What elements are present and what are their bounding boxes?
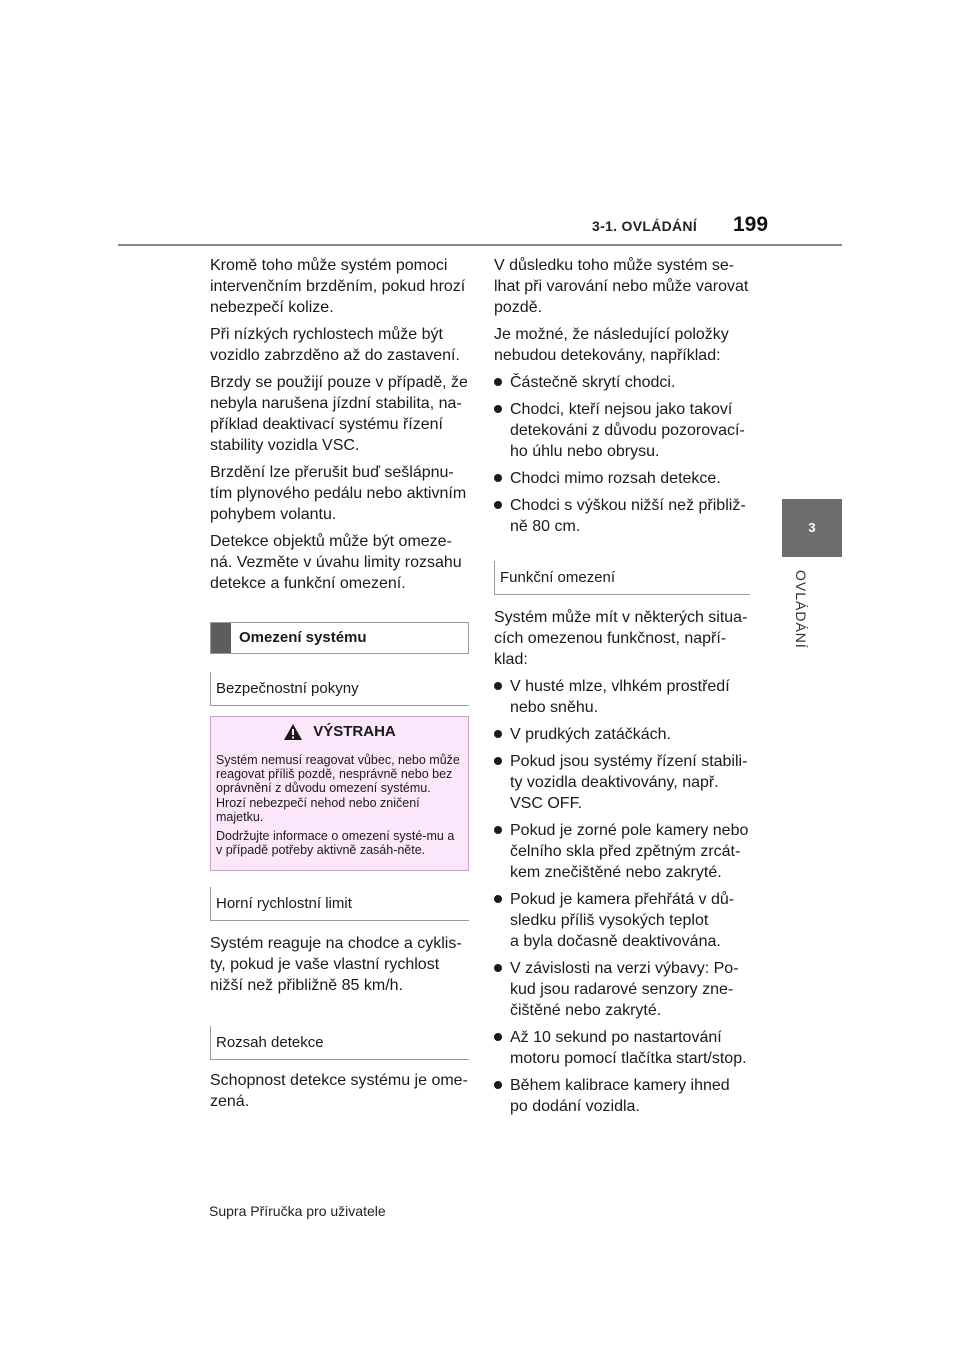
bullet-icon	[494, 405, 502, 413]
subheading-text: Bezpečnostní pokyny	[216, 680, 359, 697]
subheading-function	[494, 561, 750, 595]
bullet-icon	[494, 895, 502, 903]
section-heading-marker	[211, 623, 231, 653]
subheading-text: Rozsah detekce	[216, 1034, 324, 1052]
right-column	[494, 255, 754, 1123]
bullet-icon	[494, 1033, 502, 1041]
subheading-range	[210, 1026, 469, 1060]
bullet-icon	[494, 378, 502, 386]
list-item: Až 10 sekund po nastartování motoru pomocí tlačítka start/stop.	[494, 1027, 754, 1069]
paragraph: Schopnost detekce systému je ome- zená.	[210, 1072, 468, 1111]
subheading-text: Funkční omezení	[500, 569, 616, 586]
list-item: Pokud je zorné pole kamery nebo čelního skla před zpětným zrcát- kem znečištěné nebo zakryté.	[494, 820, 754, 883]
bullet-icon	[494, 964, 502, 972]
bullet-icon	[494, 730, 502, 738]
bullet-icon	[494, 826, 502, 834]
subheading-speed	[210, 887, 469, 921]
section-heading: Omezení systému	[239, 629, 367, 646]
warning-title-row	[216, 723, 463, 741]
list-item: Chodci, kteří nejsou jako takoví detekováni z důvodu pozorovací- ho úhlu nebo obrysu.	[494, 399, 754, 462]
left-column	[210, 255, 470, 1118]
list-item: Pokud je kamera přehřátá v dů- sledku příliš vysokých teplot a byla dočasně deaktivována.	[494, 889, 754, 952]
subheading-text: Horní rychlostní limit	[216, 895, 352, 913]
bullet-icon	[494, 757, 502, 765]
chapter-tab-label	[779, 570, 839, 680]
paragraph: Brzdy se použijí pouze v případě, že nebyla narušena jízdní stabilita, na- příklad deaktivací systému řízení stability vozidla VSC.	[210, 374, 468, 454]
warning-text: Dodržujte informace o omezení systé-mu a v případě potřeby aktivně zasáh-něte.	[216, 829, 455, 858]
footer-text: Supra Příručka pro uživatele	[209, 1203, 386, 1219]
list-item: V husté mlze, vlhkém prostředí nebo sněhu.	[494, 676, 754, 718]
bullet-icon	[494, 474, 502, 482]
header-rule	[118, 244, 842, 246]
list-item: V prudkých zatáčkách.	[494, 724, 754, 745]
list-item: Chodci s výškou nižší než přibliž- ně 80 cm.	[494, 495, 754, 537]
section-heading-box	[210, 622, 469, 654]
paragraph: Při nízkých rychlostech může být vozidlo zabrzděno až do zastavení.	[210, 326, 460, 364]
paragraph: Kromě toho může systém pomoci intervenčním brzděním, pokud hrozí nebezpečí kolize.	[210, 257, 466, 316]
paragraph: Brzdění lze přerušit buď sešlápnu- tím plynového pedálu nebo aktivním pohybem volantu.	[210, 464, 467, 523]
list-item: Pokud jsou systémy řízení stabili- ty vozidla deaktivovány, např. VSC OFF.	[494, 751, 754, 814]
bullet-icon	[494, 501, 502, 509]
bullet-icon	[494, 682, 502, 690]
chapter-tab-label-text: OVLÁDÁNÍ	[793, 570, 809, 649]
list-item: Chodci mimo rozsah detekce.	[494, 468, 754, 489]
subheading-safety	[210, 672, 469, 706]
warning-triangle-icon	[283, 723, 303, 741]
warning-text: Systém nemusí reagovat vůbec, nebo může reagovat příliš pozdě, nesprávně nebo bez oprávnění z důvodu omezení systému. Hrozí nebezpečí nehod nebo zničení majetku.	[216, 753, 460, 824]
warning-title: VÝSTRAHA	[313, 722, 396, 740]
paragraph: Je možné, že následující položky nebudou detekovány, například:	[494, 326, 729, 364]
section-title: 3-1. OVLÁDÁNÍ	[592, 218, 698, 234]
list-item: Během kalibrace kamery ihned po dodání vozidla.	[494, 1075, 754, 1117]
paragraph: V důsledku toho může systém se- lhat při varování nebo může varovat pozdě.	[494, 257, 749, 316]
warning-box	[210, 716, 469, 871]
bullet-list	[494, 676, 754, 1117]
bullet-icon	[494, 1081, 502, 1089]
paragraph: Detekce objektů může být omeze- ná. Vezměte v úvahu limity rozsahu detekce a funkční omezení.	[210, 533, 462, 592]
chapter-tab-number: 3	[782, 499, 842, 557]
paragraph: Systém reaguje na chodce a cyklis- ty, pokud je vaše vlastní rychlost nižší než přibližně 85 km/h.	[210, 935, 462, 995]
bullet-list	[494, 372, 754, 537]
list-item: Částečně skrytí chodci.	[494, 372, 754, 393]
page-number: 199	[733, 213, 769, 236]
paragraph: Systém může mít v některých situa- cích omezenou funkčnost, napří- klad:	[494, 609, 748, 668]
list-item: V závislosti na verzi výbavy: Po- kud jsou radarové senzory zne- čištěné nebo zakryté.	[494, 958, 754, 1021]
